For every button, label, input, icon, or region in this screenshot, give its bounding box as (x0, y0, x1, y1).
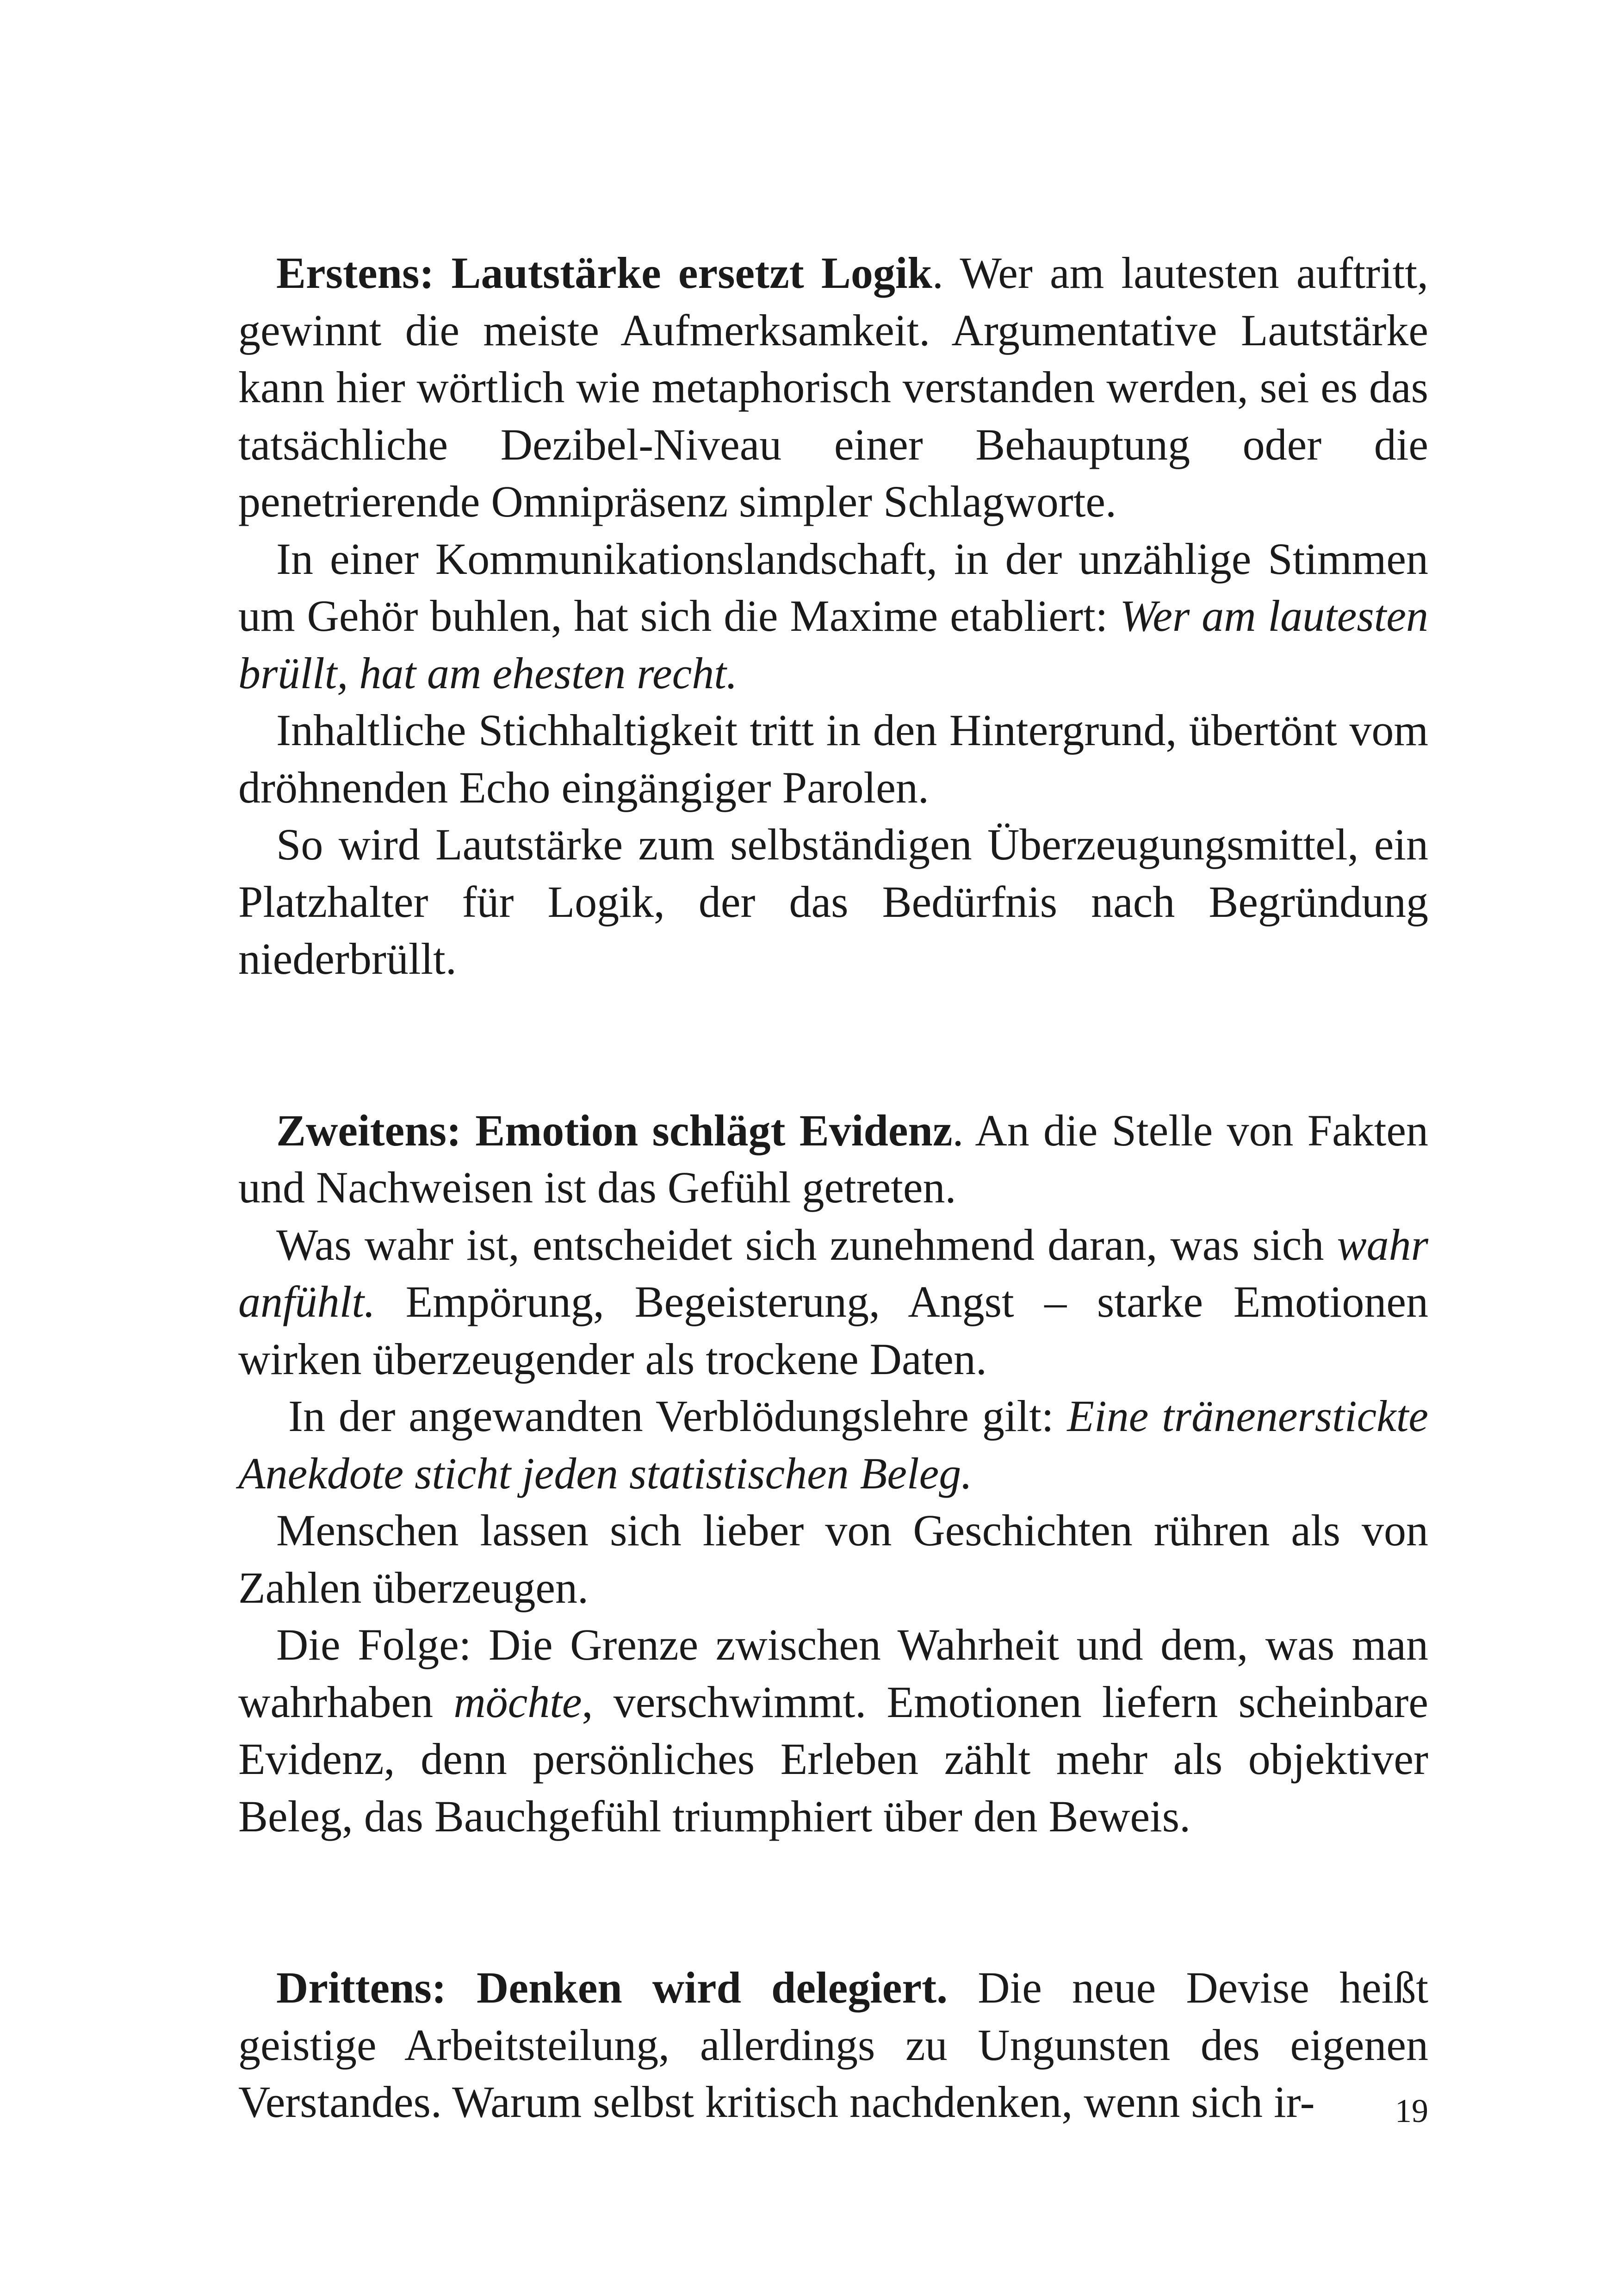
paragraph (238, 1102, 1428, 1216)
paragraph-text: Menschen lassen sich lieber von Geschichten rühren als von Zahlen überzeugen. (238, 1506, 1428, 1612)
paragraph (238, 530, 1428, 702)
paragraph (238, 1502, 1428, 1616)
emphasis-text: Wer am lautesten brüllt, hat am ehesten recht. (238, 591, 1429, 698)
paragraph-text: . Wer am lautesten auftritt, gewinnt die meiste Aufmerksamkeit. Argumentative Lautstärke kann hier wörtlich wie metaphorisch verstanden werden, sei es das tatsächliche Dezibel-Niveau einer Behauptung oder die penetrierende Omnipräsenz simpler Schlagworte. (238, 248, 1429, 526)
paragraph-text: . An die Stelle von Fakten und Nachweisen ist das Gefühl getreten. (238, 1105, 1429, 1212)
paragraph (238, 244, 1428, 530)
paragraph-text: Die neue Devise heißt geistige Arbeitsteilung, allerdings zu Ungunsten des eigenen Verstandes. Warum selbst kritisch nachdenken, wenn sich ir- (238, 1963, 1429, 2127)
paragraph-text: Inhaltliche Stichhaltigkeit tritt in den Hintergrund, übertönt vom dröhnenden Echo eingängiger Parolen. (238, 705, 1428, 812)
paragraph-text: , verschwimmt. Emotionen liefern scheinbare Evidenz, denn persönliches Erleben zählt mehr als objektiver Beleg, das Bauchgefühl triumphiert über den Beweis. (238, 1677, 1429, 1841)
paragraph-text: Die Folge: Die Grenze zwischen Wahrheit und dem, was man wahrhaben (238, 1620, 1428, 1727)
section-heading-zweitens: Zweitens: Emotion schlägt Evidenz (276, 1105, 953, 1155)
paragraph-text: So wird Lautstärke zum selbständigen Überzeugungsmittel, ein Platzhalter für Logik, der das Bedürfnis nach Begründung niederbrüllt. (238, 820, 1428, 983)
section-heading-erstens: Erstens: Lautstärke ersetzt Logik (276, 248, 932, 298)
emphasis-text: möchte (453, 1677, 582, 1727)
paragraph-text: In der angewandten Verblödungslehre gilt: (288, 1391, 1067, 1441)
paragraph-text: In einer Kommunikationslandschaft, in der unzählige Stimmen um Gehör buhlen, hat sich die Maxime etabliert: (238, 534, 1428, 641)
section-heading-drittens: Drittens: Denken wird delegiert. (276, 1963, 948, 2012)
page-number: 19 (1395, 2092, 1428, 2129)
body-text (238, 244, 1428, 2131)
paragraph (238, 1616, 1428, 1845)
paragraph (238, 702, 1428, 816)
emphasis-text: Eine tränenerstickte Anekdote sticht jeden statistischen Beleg. (238, 1391, 1429, 1498)
paragraph-text: Empörung, Begeisterung, Angst – starke Emotionen wirken überzeugender als trockene Daten. (238, 1277, 1428, 1384)
paragraph (238, 1216, 1428, 1388)
emphasis-text: wahr anfühlt. (238, 1220, 1428, 1326)
paragraph (238, 816, 1428, 988)
paragraph-text: Was wahr ist, entscheidet sich zunehmend daran, was sich (276, 1220, 1337, 1269)
paragraph (238, 1388, 1428, 1502)
paragraph (238, 1959, 1428, 2131)
